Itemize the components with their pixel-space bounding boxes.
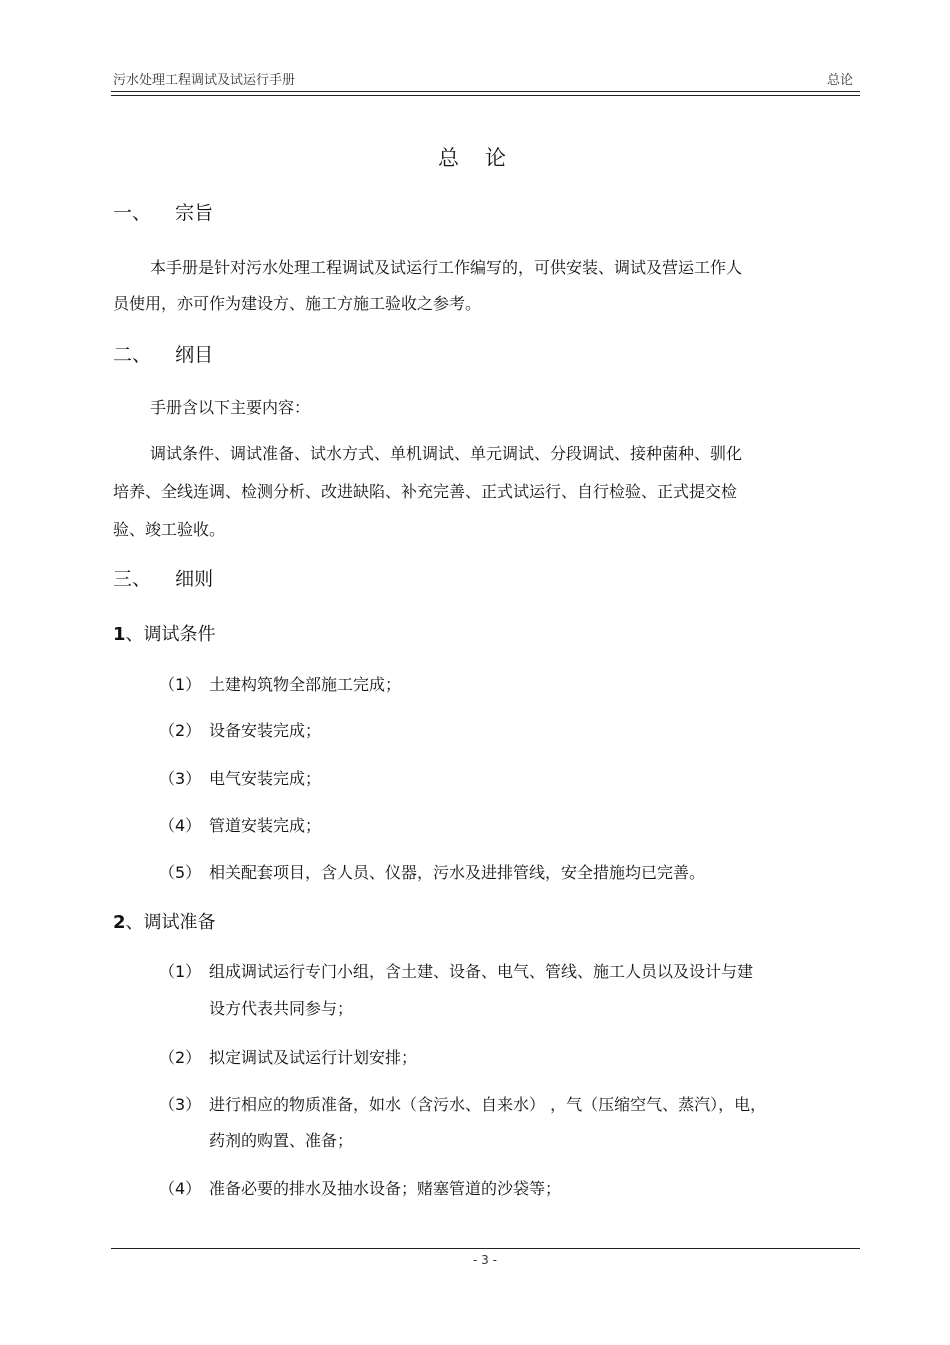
item-text: 进行相应的物质准备，如水（含污水、自来水） ，气（压缩空气、蒸汽），电， — [209, 1095, 767, 1114]
subsection-number: 2 — [113, 912, 126, 933]
section-heading-purpose: 一、 宗旨 — [113, 202, 214, 224]
item-number: （1） — [159, 962, 202, 981]
item-text: 准备必要的排水及抽水设备；赌塞管道的沙袋等； — [209, 1179, 562, 1198]
item-number: （3） — [159, 769, 202, 788]
footer-rule — [111, 1248, 860, 1249]
list-item — [159, 718, 321, 741]
list-item — [159, 959, 753, 982]
header-rule-thick — [111, 91, 860, 92]
outline-list-line1: 调试条件、调试准备、试水方式、单机调试、单元调试、分段调试、接种菌种、驯化 — [150, 444, 743, 463]
section-heading-outline: 二、 纲目 — [113, 344, 214, 366]
item-number: （1） — [159, 675, 202, 694]
item-text: 电气安装完成； — [209, 769, 322, 788]
list-item — [159, 1176, 561, 1199]
running-header-title: 污水处理工程调试及试运行手册 — [113, 73, 296, 88]
item-continuation: 设方代表共同参与； — [209, 999, 354, 1018]
subsection-title: 、调试条件 — [125, 624, 216, 645]
running-header-section: 总论 — [826, 73, 853, 88]
item-number: （4） — [159, 1179, 202, 1198]
subsection-title: 、调试准备 — [125, 912, 216, 933]
subsection-heading-conditions — [113, 620, 216, 646]
list-item — [159, 766, 321, 789]
list-item — [159, 813, 321, 836]
outline-intro: 手册含以下主要内容： — [150, 398, 311, 417]
subsection-heading-preparation — [113, 908, 216, 934]
purpose-paragraph-line1: 本手册是针对污水处理工程调试及试运行工作编写的，可供安装、调试及营运工作人 — [150, 258, 743, 277]
purpose-paragraph-line2: 员使用，亦可作为建设方、施工方施工验收之参考。 — [113, 294, 482, 313]
header-rule-thin — [111, 95, 860, 96]
outline-list-line3: 验、竣工验收。 — [113, 520, 226, 539]
outline-list-line2: 培养、全线连调、检测分析、改进缺陷、补充完善、正式试运行、自行检验、正式提交检 — [113, 482, 738, 501]
list-item — [159, 1092, 766, 1115]
item-text: 拟定调试及试运行计划安排； — [209, 1048, 418, 1067]
item-text: 土建构筑物全部施工完成； — [209, 675, 402, 694]
list-item — [159, 672, 401, 695]
item-text: 组成调试运行专门小组，含土建、设备、电气、管线、施工人员以及设计与建 — [209, 962, 754, 981]
item-text: 相关配套项目，含人员、仪器，污水及进排管线，安全措施均已完善。 — [209, 863, 706, 882]
page-title: 总论 — [438, 146, 532, 170]
page-number: - 3 - — [473, 1253, 497, 1267]
list-item — [159, 860, 705, 883]
list-item — [159, 1045, 417, 1068]
item-number: （3） — [159, 1095, 202, 1114]
item-text: 设备安装完成； — [209, 721, 322, 740]
section-heading-details: 三、 细则 — [113, 568, 214, 590]
item-text: 管道安装完成； — [209, 816, 322, 835]
item-number: （2） — [159, 721, 202, 740]
item-number: （4） — [159, 816, 202, 835]
item-continuation: 药剂的购置、准备； — [209, 1131, 354, 1150]
item-number: （5） — [159, 863, 202, 882]
item-number: （2） — [159, 1048, 202, 1067]
subsection-number: 1 — [113, 624, 126, 645]
